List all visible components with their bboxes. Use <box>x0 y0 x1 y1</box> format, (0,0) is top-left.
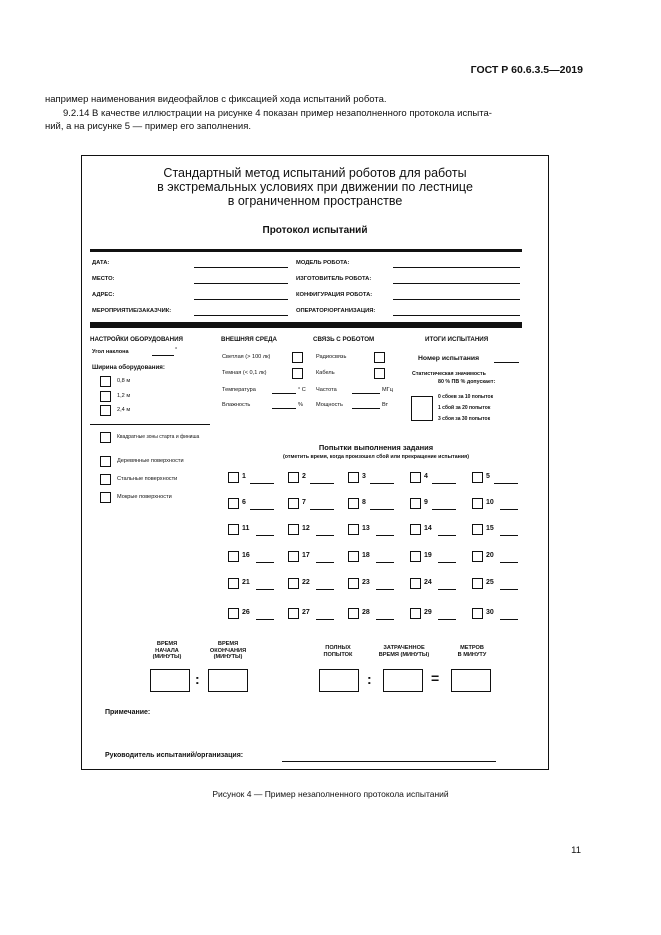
meters-per-minute-box[interactable] <box>451 669 491 692</box>
width-1-2-checkbox[interactable] <box>100 391 111 402</box>
attempt-number: 9 <box>424 499 428 506</box>
attempt-time-line[interactable] <box>316 589 334 590</box>
results-heading: ИТОГИ ИСПЫТАНИЯ <box>425 336 489 343</box>
start-finish-checkbox[interactable] <box>100 432 111 443</box>
attempt-checkbox[interactable] <box>410 498 421 509</box>
dark-label: Темная (< 0,1 лк) <box>222 370 267 376</box>
temperature-line[interactable] <box>272 393 296 394</box>
start-finish-label: Квадратные зоны старта и финиша <box>117 434 200 440</box>
attempt-number: 22 <box>302 579 310 586</box>
attempt-number: 26 <box>242 609 250 616</box>
attempt-number: 2 <box>302 473 306 480</box>
attempt-7[interactable] <box>288 498 348 510</box>
field-date-line[interactable] <box>194 267 288 268</box>
attempt-20[interactable] <box>472 551 532 563</box>
attempt-number: 25 <box>486 579 494 586</box>
attempt-checkbox[interactable] <box>410 578 421 589</box>
humidity-line[interactable] <box>272 408 296 409</box>
start-time-box[interactable] <box>150 669 190 692</box>
attempt-checkbox[interactable] <box>410 608 421 619</box>
field-address-label: АДРЕС: <box>92 292 115 298</box>
attempt-number: 28 <box>362 609 370 616</box>
attempt-time-line[interactable] <box>316 562 334 563</box>
attempt-checkbox[interactable] <box>228 578 239 589</box>
field-config-line[interactable] <box>393 299 520 300</box>
ratio-colon: : <box>367 671 372 687</box>
figure-caption: Рисунок 4 — Пример незаполненного протокола испытаний <box>212 789 449 799</box>
attempt-time-line[interactable] <box>438 535 456 536</box>
top-rule <box>90 249 522 252</box>
attempt-checkbox[interactable] <box>288 551 299 562</box>
frequency-line[interactable] <box>352 393 380 394</box>
attempt-number: 11 <box>242 525 250 532</box>
middle-rule <box>90 322 522 328</box>
attempt-25[interactable] <box>472 578 532 590</box>
environment-heading: ВНЕШНЯЯ СРЕДА <box>221 336 277 343</box>
attempt-checkbox[interactable] <box>228 524 239 535</box>
attempt-24[interactable] <box>410 578 470 590</box>
field-operator-line[interactable] <box>393 315 520 316</box>
head-line[interactable] <box>282 761 496 762</box>
attempt-1[interactable] <box>228 472 288 484</box>
attempt-time-line[interactable] <box>316 535 334 536</box>
attempt-number: 6 <box>242 499 246 506</box>
attempt-checkbox[interactable] <box>228 472 239 483</box>
attempt-5[interactable] <box>472 472 532 484</box>
failures-30-label: 3 сбоя за 30 попыток <box>438 416 491 422</box>
power-line[interactable] <box>352 408 380 409</box>
angle-label: Угол наклона <box>92 349 129 355</box>
stat-significance-label: Статистическая значимость <box>412 371 486 377</box>
attempt-time-line[interactable] <box>370 483 394 484</box>
equipment-divider <box>90 424 210 425</box>
attempt-checkbox[interactable] <box>288 608 299 619</box>
width-label: Ширина оборудования: <box>92 364 165 371</box>
field-place-label: МЕСТО: <box>92 276 115 282</box>
power-unit: Вт <box>382 402 389 408</box>
attempt-17[interactable] <box>288 551 348 563</box>
wood-surface-label: Деревянные поверхности <box>117 458 184 464</box>
dark-checkbox[interactable] <box>292 368 303 379</box>
wet-surface-checkbox[interactable] <box>100 492 111 503</box>
field-model-label: МОДЕЛЬ РОБОТА: <box>296 260 350 266</box>
width-0-8-checkbox[interactable] <box>100 376 111 387</box>
degree-sign: ° <box>175 347 178 353</box>
attempt-time-line[interactable] <box>250 509 274 510</box>
field-model-line[interactable] <box>393 267 520 268</box>
frequency-unit: МГц <box>382 387 393 393</box>
attempt-number: 1 <box>242 473 246 480</box>
attempt-number: 5 <box>486 473 490 480</box>
attempt-checkbox[interactable] <box>348 524 359 535</box>
attempt-checkbox[interactable] <box>410 551 421 562</box>
attempt-12[interactable] <box>288 524 348 536</box>
attempt-time-line[interactable] <box>376 589 394 590</box>
attempt-number: 20 <box>486 552 494 559</box>
light-checkbox[interactable] <box>292 352 303 363</box>
failures-10-label: 0 сбоев за 10 попыток <box>438 394 494 400</box>
width-2-4-checkbox[interactable] <box>100 405 111 416</box>
attempt-checkbox[interactable] <box>228 608 239 619</box>
width-2-4-label: 2,4 м <box>117 407 131 413</box>
test-protocol-form <box>81 155 549 770</box>
attempt-9[interactable] <box>410 498 470 510</box>
attempt-number: 13 <box>362 525 370 532</box>
notes-label: Примечание: <box>105 709 151 716</box>
attempt-checkbox[interactable] <box>288 524 299 535</box>
attempts-note: (отметить время, когда произошел сбой или прекращение испытания) <box>283 454 469 460</box>
attempt-time-line[interactable] <box>500 589 518 590</box>
full-attempts-label: ПОЛНЫХ ПОПЫТОК <box>323 645 353 658</box>
attempt-time-line[interactable] <box>494 483 518 484</box>
width-1-2-label: 1,2 м <box>117 393 131 399</box>
start-time-label: ВРЕМЯ НАЧАЛА (МИНУТЫ) <box>152 641 182 660</box>
field-place-line[interactable] <box>194 283 288 284</box>
attempt-11[interactable] <box>228 524 288 536</box>
attempt-time-line[interactable] <box>256 589 274 590</box>
trial-number-label: Номер испытания <box>418 355 480 362</box>
wet-surface-label: Мокрые поверхности <box>117 494 172 500</box>
attempt-27[interactable] <box>288 608 348 620</box>
attempt-number: 7 <box>302 499 306 506</box>
power-label: Мощность <box>316 402 343 408</box>
attempt-28[interactable] <box>348 608 408 620</box>
spent-time-box[interactable] <box>383 669 423 692</box>
attempt-number: 4 <box>424 473 428 480</box>
radio-checkbox[interactable] <box>374 352 385 363</box>
time-colon: : <box>195 671 200 687</box>
attempt-number: 18 <box>362 552 370 559</box>
angle-line[interactable] <box>152 355 174 356</box>
attempt-19[interactable] <box>410 551 470 563</box>
attempt-time-line[interactable] <box>376 619 394 620</box>
attempt-checkbox[interactable] <box>410 472 421 483</box>
humidity-unit: % <box>298 402 303 408</box>
attempt-checkbox[interactable] <box>348 472 359 483</box>
attempt-checkbox[interactable] <box>472 608 483 619</box>
attempt-16[interactable] <box>228 551 288 563</box>
attempt-time-line[interactable] <box>310 483 334 484</box>
document-number: ГОСТ Р 60.6.3.5—2019 <box>470 64 583 76</box>
attempt-checkbox[interactable] <box>472 498 483 509</box>
attempt-number: 29 <box>424 609 432 616</box>
attempt-time-line[interactable] <box>500 619 518 620</box>
field-date-label: ДАТА: <box>92 260 110 266</box>
attempt-checkbox[interactable] <box>410 524 421 535</box>
attempt-30[interactable] <box>472 608 532 620</box>
frequency-label: Частота <box>316 387 337 393</box>
end-time-box[interactable] <box>208 669 248 692</box>
attempt-number: 17 <box>302 552 310 559</box>
attempt-checkbox[interactable] <box>472 472 483 483</box>
attempt-6[interactable] <box>228 498 288 510</box>
attempt-13[interactable] <box>348 524 408 536</box>
attempt-29[interactable] <box>410 608 470 620</box>
paragraph-line-2: 9.2.14 В качестве иллюстрации на рисунке 4 показан пример незаполненного протокола испыта- <box>63 108 492 119</box>
temperature-unit: ° С <box>298 387 306 393</box>
attempt-10[interactable] <box>472 498 532 510</box>
failures-box[interactable] <box>411 396 433 421</box>
field-operator-label: ОПЕРАТОР/ОРГАНИЗАЦИЯ: <box>296 308 376 314</box>
attempt-number: 10 <box>486 499 494 506</box>
humidity-label: Влажность <box>222 402 251 408</box>
attempt-26[interactable] <box>228 608 288 620</box>
paragraph-line-1: например наименования видеофайлов с фиксацией хода испытаний робота. <box>45 94 387 105</box>
attempt-number: 16 <box>242 552 250 559</box>
attempt-checkbox[interactable] <box>288 578 299 589</box>
full-attempts-box[interactable] <box>319 669 359 692</box>
field-manufacturer-line[interactable] <box>393 283 520 284</box>
attempt-number: 27 <box>302 609 310 616</box>
trial-number-line[interactable] <box>494 362 519 363</box>
form-title: Стандартный метод испытаний роботов для работы в экстремальных условиях при движении по лестнице в ограниченном пространстве <box>157 166 473 208</box>
steel-surface-checkbox[interactable] <box>100 474 111 485</box>
form-subtitle: Протокол испытаний <box>262 225 368 236</box>
attempt-18[interactable] <box>348 551 408 563</box>
attempt-checkbox[interactable] <box>348 498 359 509</box>
attempt-checkbox[interactable] <box>228 498 239 509</box>
attempt-number: 15 <box>486 525 494 532</box>
communication-heading: СВЯЗЬ С РОБОТОМ <box>313 336 375 343</box>
attempt-number: 24 <box>424 579 432 586</box>
attempt-time-line[interactable] <box>438 589 456 590</box>
field-config-label: КОНФИГУРАЦИЯ РОБОТА: <box>296 292 373 298</box>
attempt-time-line[interactable] <box>438 619 456 620</box>
field-event-line[interactable] <box>194 315 288 316</box>
width-0-8-label: 0,8 м <box>117 378 131 384</box>
attempt-time-line[interactable] <box>256 619 274 620</box>
attempt-14[interactable] <box>410 524 470 536</box>
attempt-time-line[interactable] <box>256 562 274 563</box>
attempt-time-line[interactable] <box>432 483 456 484</box>
attempt-time-line[interactable] <box>500 509 518 510</box>
attempt-checkbox[interactable] <box>348 578 359 589</box>
end-time-label: ВРЕМЯ ОКОНЧАНИЯ (МИНУТЫ) <box>209 641 247 660</box>
attempt-time-line[interactable] <box>432 509 456 510</box>
attempt-2[interactable] <box>288 472 348 484</box>
attempt-23[interactable] <box>348 578 408 590</box>
attempt-time-line[interactable] <box>316 619 334 620</box>
temperature-label: Температура <box>222 387 256 393</box>
attempt-number: 23 <box>362 579 370 586</box>
attempt-checkbox[interactable] <box>472 578 483 589</box>
attempt-checkbox[interactable] <box>348 608 359 619</box>
attempt-checkbox[interactable] <box>472 524 483 535</box>
attempt-4[interactable] <box>410 472 470 484</box>
light-label: Светлая (> 100 лк) <box>222 354 271 360</box>
attempt-checkbox[interactable] <box>288 498 299 509</box>
attempt-time-line[interactable] <box>376 535 394 536</box>
head-label: Руководитель испытаний/организация: <box>105 752 244 759</box>
attempt-number: 8 <box>362 499 366 506</box>
attempt-checkbox[interactable] <box>472 551 483 562</box>
attempt-time-line[interactable] <box>438 562 456 563</box>
meters-per-minute-label: МЕТРОВ В МИНУТУ <box>457 645 487 658</box>
attempt-22[interactable] <box>288 578 348 590</box>
failures-20-label: 1 сбой за 20 попыток <box>438 405 491 411</box>
attempts-heading: Попытки выполнения задания <box>318 443 434 452</box>
attempt-8[interactable] <box>348 498 408 510</box>
attempt-21[interactable] <box>228 578 288 590</box>
equipment-heading: НАСТРОЙКИ ОБОРУДОВАНИЯ <box>90 336 183 343</box>
attempt-3[interactable] <box>348 472 408 484</box>
attempt-time-line[interactable] <box>500 562 518 563</box>
field-event-label: МЕРОПРИЯТИЕ/ЗАКАЗЧИК: <box>92 308 172 314</box>
attempt-checkbox[interactable] <box>288 472 299 483</box>
spent-time-label: ЗАТРАЧЕННОЕ ВРЕМЯ (МИНУТЫ) <box>378 645 430 658</box>
equals-sign: = <box>431 670 440 686</box>
attempt-time-line[interactable] <box>250 483 274 484</box>
attempt-time-line[interactable] <box>310 509 334 510</box>
attempt-time-line[interactable] <box>376 562 394 563</box>
attempt-number: 3 <box>362 473 366 480</box>
wood-surface-checkbox[interactable] <box>100 456 111 467</box>
cable-checkbox[interactable] <box>374 368 385 379</box>
attempt-number: 14 <box>424 525 432 532</box>
attempt-checkbox[interactable] <box>348 551 359 562</box>
attempt-time-line[interactable] <box>500 535 518 536</box>
paragraph-line-3: ний, а на рисунке 5 — пример его заполнения. <box>45 121 252 132</box>
page-number: 11 <box>571 845 581 856</box>
radio-label: Радиосвязь <box>316 354 347 360</box>
attempt-checkbox[interactable] <box>228 551 239 562</box>
stat-allowance-label: 80 % ПВ % допускает: <box>438 379 496 385</box>
field-address-line[interactable] <box>194 299 288 300</box>
steel-surface-label: Стальные поверхности <box>117 476 178 482</box>
attempt-number: 19 <box>424 552 432 559</box>
attempt-time-line[interactable] <box>256 535 274 536</box>
attempt-15[interactable] <box>472 524 532 536</box>
field-manufacturer-label: ИЗГОТОВИТЕЛЬ РОБОТА: <box>296 276 372 282</box>
attempt-number: 21 <box>242 579 250 586</box>
attempt-number: 12 <box>302 525 310 532</box>
attempt-time-line[interactable] <box>370 509 394 510</box>
attempt-number: 30 <box>486 609 494 616</box>
cable-label: Кабель <box>316 370 335 376</box>
